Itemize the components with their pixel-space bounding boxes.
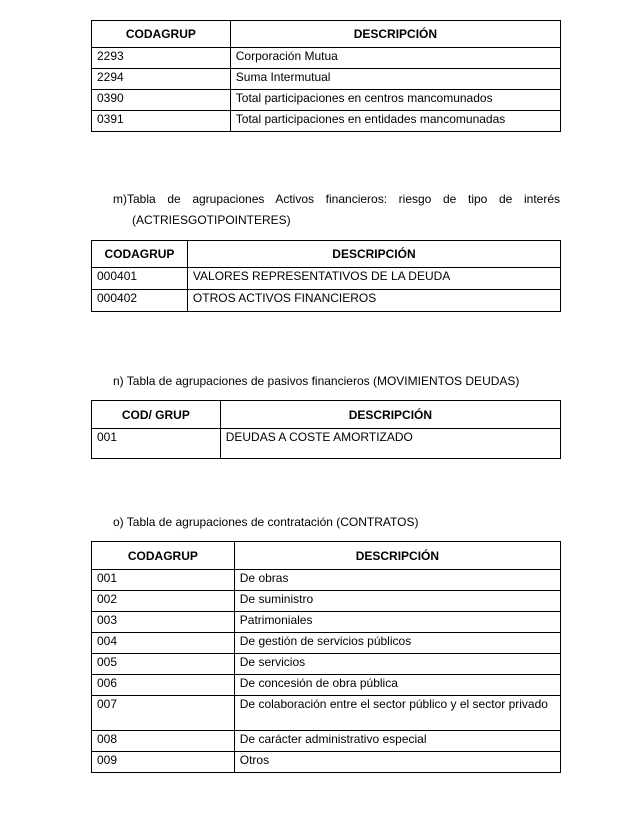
- cell-code: 008: [92, 731, 235, 752]
- cell-description: Otros: [234, 752, 560, 773]
- cell-code: 2293: [92, 48, 231, 69]
- cell-description: Corporación Mutua: [230, 48, 560, 69]
- column-header-descripcion: DESCRIPCIÓN: [220, 401, 560, 429]
- section-heading-o: o) Tabla de agrupaciones de contratación (CONTRATOS): [113, 515, 419, 529]
- cell-description: De concesión de obra pública: [234, 675, 560, 696]
- column-header-descripcion: DESCRIPCIÓN: [234, 542, 560, 570]
- cell-code: 005: [92, 654, 235, 675]
- table-row: [92, 696, 561, 731]
- table-row: [92, 429, 561, 459]
- cell-description: De suministro: [234, 591, 560, 612]
- cell-description: De colaboración entre el sector público y el sector privado: [234, 696, 560, 731]
- cell-description: De carácter administrativo especial: [234, 731, 560, 752]
- column-header-descripcion: DESCRIPCIÓN: [230, 21, 560, 48]
- cell-description: De obras: [234, 570, 560, 591]
- cell-code: 007: [92, 696, 235, 731]
- table-agrupaciones-participaciones: [91, 20, 561, 132]
- table-row: [92, 633, 561, 654]
- cell-code: 006: [92, 675, 235, 696]
- cell-code: 001: [92, 429, 221, 459]
- cell-description: Patrimoniales: [234, 612, 560, 633]
- cell-code: 000402: [92, 290, 188, 312]
- table-row: [92, 69, 561, 90]
- table-header-row: [92, 241, 561, 268]
- cell-description: VALORES REPRESENTATIVOS DE LA DEUDA: [187, 268, 560, 290]
- cell-code: 0390: [92, 90, 231, 111]
- column-header-codagrup: CODAGRUP: [92, 241, 188, 268]
- table-row: [92, 570, 561, 591]
- table-row: [92, 731, 561, 752]
- cell-code: 009: [92, 752, 235, 773]
- column-header-codagrup: CODAGRUP: [92, 21, 231, 48]
- table-row: [92, 675, 561, 696]
- table-row: [92, 111, 561, 132]
- cell-description: Suma Intermutual: [230, 69, 560, 90]
- table-row: [92, 591, 561, 612]
- table-row: [92, 268, 561, 290]
- table-activos-financieros: [91, 240, 561, 312]
- cell-description: De servicios: [234, 654, 560, 675]
- cell-description: Total participaciones en entidades mancomunadas: [230, 111, 560, 132]
- cell-code: 003: [92, 612, 235, 633]
- table-row: [92, 290, 561, 312]
- table-row: [92, 654, 561, 675]
- table-header-row: [92, 401, 561, 429]
- section-heading-n: n) Tabla de agrupaciones de pasivos financieros (MOVIMIENTOS DEUDAS): [113, 374, 520, 388]
- cell-description: OTROS ACTIVOS FINANCIEROS: [187, 290, 560, 312]
- table-header-row: [92, 542, 561, 570]
- cell-code: 001: [92, 570, 235, 591]
- cell-code: 002: [92, 591, 235, 612]
- table-header-row: [92, 21, 561, 48]
- column-header-codagrup: CODAGRUP: [92, 542, 235, 570]
- cell-code: 2294: [92, 69, 231, 90]
- cell-code: 004: [92, 633, 235, 654]
- table-row: [92, 752, 561, 773]
- cell-code: 000401: [92, 268, 188, 290]
- cell-code: 0391: [92, 111, 231, 132]
- table-row: [92, 612, 561, 633]
- cell-description: Total participaciones en centros mancomunados: [230, 90, 560, 111]
- section-heading-m: m)Tabla de agrupaciones Activos financieros: riesgo de tipo de interés: [113, 192, 560, 206]
- table-row: [92, 48, 561, 69]
- table-row: [92, 90, 561, 111]
- column-header-descripcion: DESCRIPCIÓN: [187, 241, 560, 268]
- table-contratacion: [91, 541, 561, 773]
- column-header-codagrup: COD/ GRUP: [92, 401, 221, 429]
- section-heading-m-code: (ACTRIESGOTIPOINTERES): [132, 213, 291, 227]
- table-pasivos-financieros: [91, 400, 561, 459]
- cell-description: De gestión de servicios públicos: [234, 633, 560, 654]
- cell-description: DEUDAS A COSTE AMORTIZADO: [220, 429, 560, 459]
